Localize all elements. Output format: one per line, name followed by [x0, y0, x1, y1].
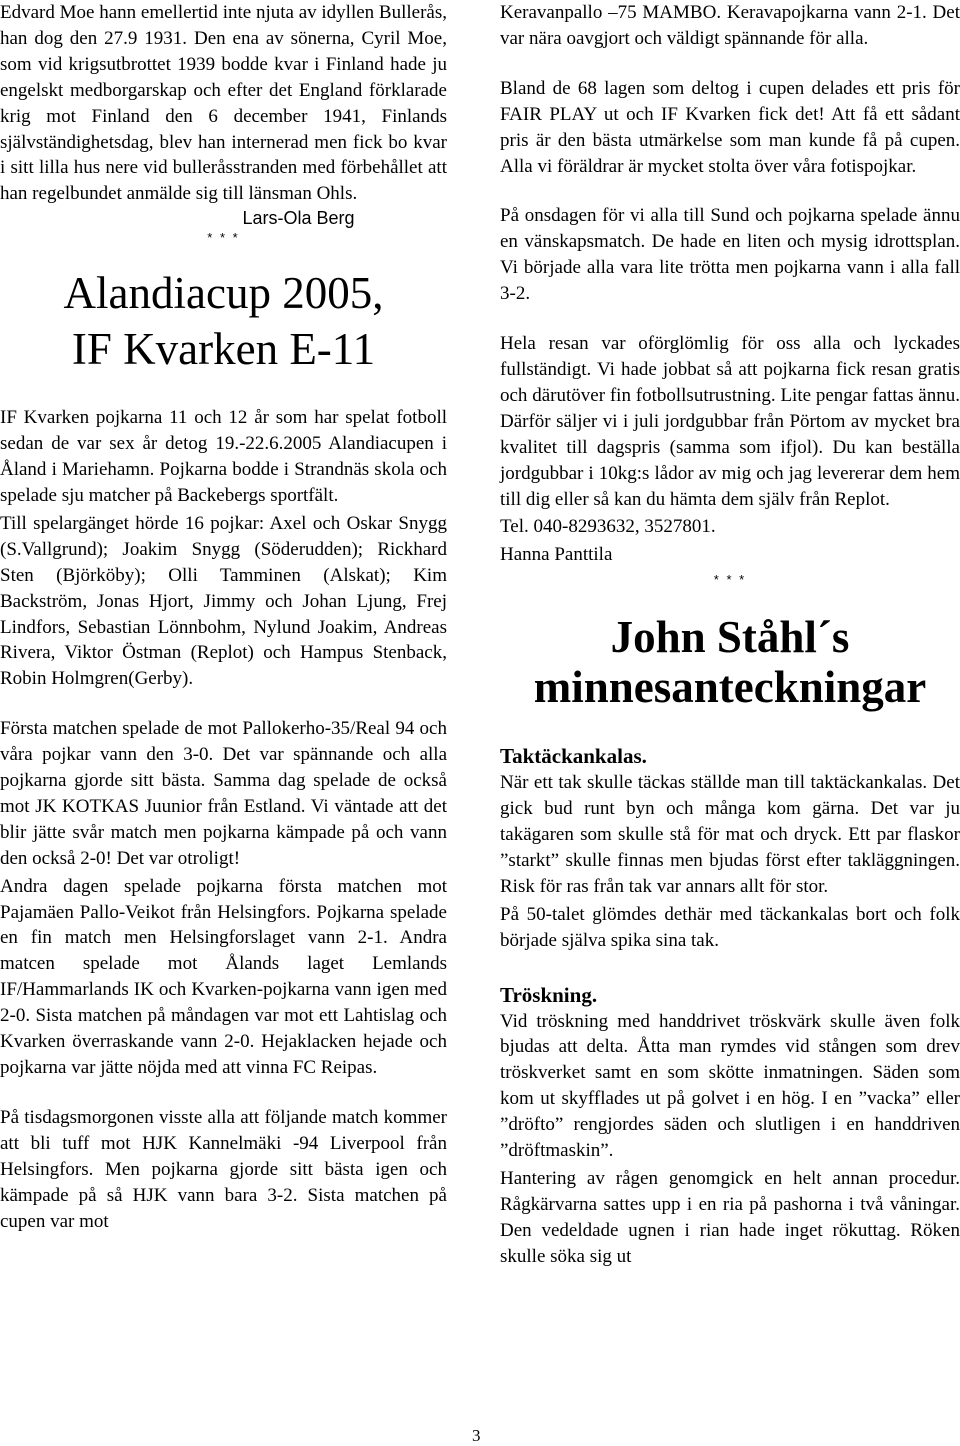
- page-number: 3: [472, 1426, 481, 1445]
- article-paragraph-9: Hela resan var oförglömlig för oss alla och lyckades fullständigt. Vi hade jobbat så att pojkarna fick resan gratis och därutöver fin fotbollsutrustning. Lite pengar fattas ännu. Därför säljer vi i juli jordgubbar från Pörtom av mycket bra kvalitet till dagspris (samma som ifjol). Du kan beställa jordgubbar i 10kg:s lådor av mig och jag levererar dem hem till dig eller så kan du hämta dem själv från Replot.: [500, 333, 960, 510]
- intro-paragraph: Edvard Moe hann emellertid inte njuta av idyllen Bullerås, han dog den 27.9 1931. Den ena av sönerna, Cyril Moe, som vid krigsutbrottet 1939 bodde kvar i Finland hade ju engelskt medborgarskap och efter det England förklarade krig mot Finland den 6 december 1941, Finlands självständighetsdag, blev han internerad men fick bo kvar i sitt lilla hus nere vid bulleråsstranden med förbehållet att han regelbundet anmälde sig till länsman Ohls.: [0, 2, 447, 205]
- section-separator: * * *: [713, 572, 747, 588]
- byline-lars-ola-berg: Lars-Ola Berg: [242, 208, 355, 229]
- signature-hanna-panttila: Hanna Panttila: [500, 544, 613, 566]
- article-paragraph-6: Keravanpallo –75 MAMBO. Keravapojkarna vann 2-1. Det var nära oavgjort och väldigt spännande för alla.: [500, 2, 960, 49]
- article-paragraph-3: Första matchen spelade de mot Pallokerho-35/Real 94 och våra pojkar vann den 3-0. Det var spännande och alla pojkarna gjorde sitt bästa. Samma dag spelade de också mot JK KOTKAS Juunior från Estland. Vi väntade att det blir jätte svår match men pojkarna kämpade på och vann den också 2-0! Det var otroligt!: [0, 718, 447, 869]
- article-title-line1: Alandiacup 2005,: [63, 268, 384, 319]
- article-title-line2: IF Kvarken E-11: [71, 324, 376, 375]
- article-paragraph-5: På tisdagsmorgonen visste alla att följande match kommer att bli tuff mot HJK Kannelmäki -94 Liverpool från Helsingfors. Men pojkarna gjorde sitt bästa igen och kämpade på så HJK vann bara 3-2. Sista matchen på cupen var mot: [0, 1106, 447, 1232]
- section-heading-taktackankalas: Taktäckankalas.: [500, 744, 647, 769]
- article-paragraph-8: På onsdagen för vi alla till Sund och pojkarna spelade ännu en vänskapsmatch. De hade en liten och mysig idrottsplan. Vi började alla vara lite trötta men pojkarna vann i alla fall 3-2.: [500, 205, 960, 305]
- left-column: [0, 0, 447, 1234]
- memoir-title-line1: John Ståhl´s: [610, 612, 850, 663]
- article-paragraph-1: IF Kvarken pojkarna 11 och 12 år som har spelat fotboll sedan de var sex år detog 19.-22.6.2005 Alandiacupen i Åland i Mariehamn. Pojkarna bodde i Strandnäs skola och spelade sju matcher på Backebergs sportfält.: [0, 407, 447, 506]
- article-paragraph-4: Andra dagen spelade pojkarna första matchen mot Pajamäen Pallo-Veikot från Helsingfors. Pojkarna spelade en fin match men Helsingforslaget vann 2-1. Andra matcen spelade mot Ålands laget Lemlands IF/Hammarlands IK och Kvarken-pojkarna vann igen med 2-0. Sista matchen på måndagen var mot ett Lahtislag och Kvarken överraskande vann 2-0. Hejaklacken hejade och pojkarna var jätte nöjda med att vinna FC Reipas.: [0, 875, 447, 1078]
- memoir-title-line2: minnesanteckningar: [533, 662, 927, 713]
- troskning-paragraph-1: Vid tröskning med handdrivet tröskvärk skulle även folk bjudas att delta. Åtta man rymdes vid stången som drev tröskverket samt en som skötte inmatningen. Säden som kom ut skyfflades ut på golvet i en hög. I en ”vacka” eller ”dröfto” rengjordes säden och slutligen i en handdriven ”dröftmaskin”.: [500, 1010, 960, 1162]
- taktackankalas-paragraph-2: På 50-talet glömdes dethär med täckankalas bort och folk började själva spika sina tak.: [500, 903, 960, 951]
- right-column: [500, 0, 960, 1270]
- troskning-paragraph-2: Hantering av rågen genomgick en helt annan procedur. Rågkärvarna sattes upp i en ria på pashorna i två våningar. Den vedeldade ugnen i rian hade inget rökuttag. Röken skulle söka sig ut: [500, 1168, 960, 1267]
- taktackankalas-paragraph-1: När ett tak skulle täckas ställde man till taktäckankalas. Det gick bud runt byn och många kom gärna. Det var ju takägaren som skulle stå för mat och dryck. Ett par flaskor ”starkt” skulle finnas men bjudas först efter takläggningen. Risk för ras från tak var annars allt för stor.: [500, 772, 960, 897]
- article-paragraph-2: Till spelargänget hörde 16 pojkar: Axel och Oskar Snygg (S.Vallgrund); Joakim Snygg (Söderudden); Rickhard Sten (Björköby); Olli Tamminen (Alskat); Kim Backström, Jonas Hjort, Jimmy och Johan Ljung, Frej Lindfors, Sebastian Lönnbohm, Nylund Joakim, Andreas Rivera, Viktor Östman (Replot) och Hampus Stenback, Robin Holmgren(Gerby).: [0, 512, 447, 690]
- section-separator: * * *: [207, 230, 240, 246]
- article-paragraph-7: Bland de 68 lagen som deltog i cupen delades ett pris för FAIR PLAY ut och IF Kvarken fick det! Att få ett sådant pris är den bästa utmärkelse som man kunde få på cupen. Alla vi föräldrar är mycket stolta över våra fotispojkar.: [500, 77, 960, 177]
- section-heading-troskning: Tröskning.: [500, 982, 598, 1007]
- contact-phone: Tel. 040-8293632, 3527801.: [500, 516, 716, 538]
